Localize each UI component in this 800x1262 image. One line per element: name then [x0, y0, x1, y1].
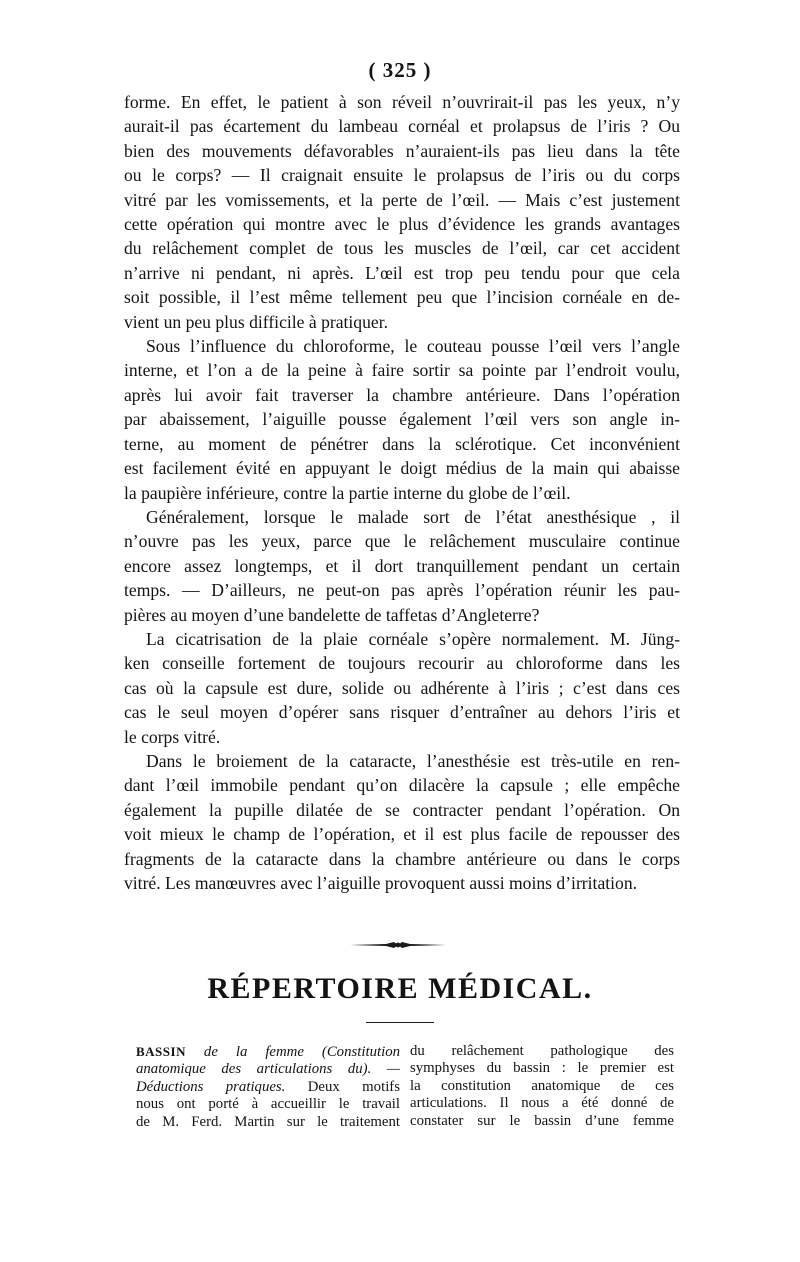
- entry-line: du relâchement pathologique des: [410, 1043, 674, 1059]
- entry-line: [136, 1079, 400, 1096]
- paragraph-5: [124, 749, 680, 895]
- text-line: interne, et l’on a de la peine à faire sortir sa pointe par l’endroit voulu,: [124, 360, 680, 381]
- text-line: cas où la capsule est dure, solide ou adhérente à l’iris ; c’est dans ces: [124, 677, 680, 698]
- text-line: du relâchement complet de tous les muscles de l’œil, car cet accident: [124, 238, 680, 259]
- text-line: temps. — D’ailleurs, ne peut-on pas après l’opération réunir les pau-: [124, 580, 680, 601]
- text-line: cas le seul moyen d’opérer sans risquer d’entraîner au dehors l’iris et: [124, 702, 680, 723]
- text-line: ou le corps? — Il craignait ensuite le prolapsus de l’iris ou du corps: [124, 165, 680, 186]
- text-line: soit possible, il l’est même tellement peu que l’incision cornéale en de-: [124, 287, 680, 308]
- text-line: par abaissement, l’aiguille pousse également l’œil vers son angle in-: [124, 409, 680, 430]
- heading-rule: [366, 1022, 434, 1023]
- ornament-divider-icon: [348, 940, 448, 950]
- text-line: vitré par les vomissements, et la perte de l’œil. — Mais c’est justement: [124, 189, 680, 210]
- entry-subtitle: de la femme (Constitution: [185, 1044, 400, 1060]
- text-line: après lui avoir fait traverser la chambre antérieure. Dans l’opération: [124, 384, 680, 405]
- text-line: le corps vitré.: [124, 726, 221, 747]
- text-line: vitré. Les manœuvres avec l’aiguille provoquent aussi moins d’irritation.: [124, 873, 638, 893]
- entry-line: la constitution anatomique de ces: [410, 1077, 674, 1094]
- entry-line: anatomique des articulations du). —: [136, 1061, 400, 1078]
- paragraph-3: [124, 505, 680, 627]
- text-line: n’arrive ni pendant, ni après. L’œil est trop peu tendu pour que cela: [124, 262, 680, 283]
- entry-line: symphyses du bassin : le premier est: [410, 1060, 674, 1077]
- entry-subheading: Déductions pratiques.: [136, 1078, 286, 1095]
- page-number: ( 325 ): [368, 58, 432, 82]
- paragraph-1: [124, 90, 680, 334]
- column-left: [136, 1043, 400, 1131]
- entry-term: BASSIN: [136, 1044, 186, 1059]
- paragraph-2: [124, 334, 680, 505]
- column-right: [410, 1043, 674, 1130]
- text-line: Dans le broiement de la cataracte, l’anesthésie est très-utile en ren-: [146, 750, 680, 771]
- section-heading: RÉPERTOIRE MÉDICAL.: [207, 972, 593, 1005]
- entry-line: articulations. Il nous a été donné de: [410, 1095, 674, 1112]
- text-line: fragments de la cataracte dans la chambre antérieure ou dans le corps: [124, 848, 680, 869]
- text-line: Généralement, lorsque le malade sort de l’état anesthésique , il: [146, 506, 680, 527]
- entry-text: Deux motifs: [285, 1078, 400, 1095]
- text-line: n’ouvre pas les yeux, parce que le relâchement musculaire continue: [124, 531, 680, 552]
- entry-line: de M. Ferd. Martin sur le traitement: [136, 1113, 400, 1130]
- text-line: bien des mouvements défavorables n’auraient-ils pas lieu dans la tête: [124, 140, 680, 161]
- text-line: terne, au moment de pénétrer dans la sclérotique. Cet inconvénient: [124, 433, 680, 454]
- entry-line: [136, 1043, 400, 1061]
- text-line: cette opération qui montre avec le plus d’évidence les grands avantages: [124, 214, 680, 235]
- text-line: Sous l’influence du chloroforme, le couteau pousse l’œil vers l’angle: [146, 336, 680, 357]
- paragraph-4: [124, 627, 680, 749]
- text-line: pières au moyen d’une bandelette de taffetas d’Angleterre?: [124, 604, 540, 625]
- text-line: voit mieux le champ de l’opération, et il est plus facile de repousser des: [124, 824, 680, 845]
- entry-line: constater sur le bassin d’une femme: [410, 1112, 674, 1129]
- entry-line: nous ont porté à accueillir le travail: [136, 1096, 400, 1113]
- text-line: encore assez longtemps, et il dort tranquillement pendant un certain: [124, 555, 680, 576]
- text-line: ken conseille fortement de toujours recourir au chloroforme dans les: [124, 653, 680, 674]
- text-line: La cicatrisation de la plaie cornéale s’opère normalement. M. Jüng-: [146, 628, 680, 649]
- text-line: la paupière inférieure, contre la partie interne du globe de l’œil.: [124, 482, 571, 503]
- text-line: vient un peu plus difficile à pratiquer.: [124, 311, 389, 332]
- text-line: également la pupille dilatée de se contracter pendant l’opération. On: [124, 799, 680, 820]
- text-line: aurait-il pas écartement du lambeau cornéal et prolapsus de l’iris ? Ou: [124, 116, 680, 137]
- text-line: forme. En effet, le patient à son réveil n’ouvrirait-il pas les yeux, n’y: [124, 92, 680, 112]
- main-text: [124, 90, 680, 895]
- text-line: dant l’œil immobile pendant qu’on dilacère la capsule ; elle empêche: [124, 775, 680, 796]
- text-line: est facilement évité en appuyant le doigt médius de la main qui abaisse: [124, 458, 680, 479]
